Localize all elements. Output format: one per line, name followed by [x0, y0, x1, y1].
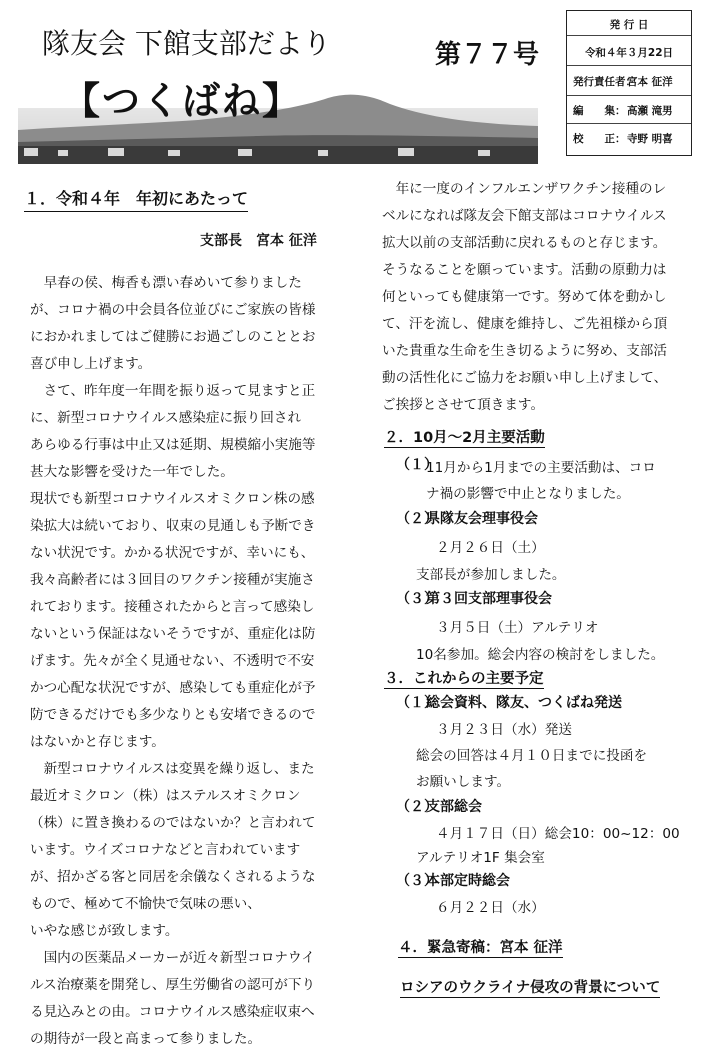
paragraph-line: が、招かざる客と同居を余儀なくされるような: [30, 869, 316, 885]
section1-author: 支部長 宮本 征洋: [200, 233, 317, 249]
section4-subtitle: ロシアのウクライナ侵攻の背景について: [400, 976, 660, 998]
paragraph-line: げます。先々が全く見通せない、不透明で不安: [30, 653, 315, 669]
paragraph-line: はないかと存じます。: [30, 734, 165, 750]
paragraph-line: そうなることを願っています。活動の原動力は: [382, 262, 667, 278]
info-row: 校 正： 寺野 明喜: [573, 133, 673, 145]
paragraph-line: 動の活性化にご協力をお願い申し上げまして、: [382, 370, 668, 386]
paragraph-line: もので、極めて不愉快で気味の悪い、: [30, 896, 261, 912]
section3-list: [396, 692, 716, 924]
paragraph-line: におかれましてはご健勝にお過ごしのこととお: [30, 329, 316, 345]
info-row: 発行責任者： 宮本 征洋: [573, 76, 673, 88]
list-item: （３） 第３回支部理事役会 ３月５日（土）アルテリオ 10名参加。総会内容の検討をしました。: [396, 591, 665, 663]
paragraph-line: います。ウイズコロナなどと言われています: [30, 842, 301, 858]
paragraph-line: 甚大な影響を受けた一年でした。: [30, 464, 234, 480]
paragraph-line: 早春の侯、梅香も漂い春めいて参りました: [30, 275, 302, 291]
paragraph-line: ないという保証はないそうですが、重症化は防: [30, 626, 316, 642]
section2-list: [396, 454, 716, 668]
organization-title: 隊友会 下館支部だより: [42, 27, 331, 60]
paragraph-line: 最近オミクロン（株）はステルスオミクロン: [30, 788, 301, 804]
paragraph-line: 年に一度のインフルエンザワクチン接種のレ: [382, 181, 667, 197]
section3-title: ３．これからの主要予定: [384, 667, 544, 689]
paragraph-line: 喜び申し上げます。: [30, 356, 152, 372]
paragraph-line: 現状でも新型コロナウイルスオミクロン株の感: [30, 491, 315, 507]
paragraph-line: が、コロナ禍の中会員各位並びにご家族の皆様: [30, 302, 316, 318]
paragraph-line: いやな感じが致します。: [30, 923, 179, 939]
paragraph-line: ご挨拶とさせて頂きます。: [382, 397, 545, 413]
info-date: 令和４年３月22日: [584, 47, 674, 59]
paragraph-line: に、新型コロナウイルス感染症に振り回され: [30, 410, 302, 426]
paragraph-line: さて、昨年度一年間を振り返って見ますと正: [30, 383, 316, 399]
paragraph-line: の期待が一段と高まって参りました。: [30, 1031, 262, 1047]
paragraph-line: て、汗を流し、健康を維持し、ご先祖様から頂: [382, 316, 668, 332]
info-heading: 発 行 日: [609, 19, 649, 31]
list-item: （１） 11月から1月までの主要活動は、コロ ナ禍の影響で中止となりました。: [396, 457, 656, 502]
info-row: 編 集： 高瀬 滝男: [573, 105, 673, 117]
section1-body-continued: [382, 176, 712, 419]
publication-info-box: [566, 10, 692, 156]
paragraph-line: （株）に置き換わるのではないか？と言われて: [30, 815, 316, 831]
paragraph-line: 新型コロナウイルスは変異を繰り返し、また: [30, 761, 315, 777]
newsletter-title: 【つくばね】: [62, 78, 303, 123]
paragraph-line: る見込みとの由。コロナウイルス感染症収束へ: [30, 1004, 315, 1020]
paragraph-line: ルス治療薬を開発し、厚生労働省の認可が下り: [30, 977, 316, 993]
section4-title: ４．緊急寄稿：宮本 征洋: [398, 936, 563, 958]
paragraph-line: 防できるだけでも多少なりとも安堵できるので: [30, 707, 316, 723]
issue-number: 第７７号: [435, 40, 540, 70]
paragraph-line: 我々高齢者には３回目のワクチン接種が実施さ: [30, 572, 315, 588]
paragraph-line: あらゆる行事は中止又は延期、規模縮小実施等: [30, 437, 316, 453]
paragraph-line: 染拡大は続いており、収束の見通しも予断でき: [30, 518, 316, 534]
paragraph-line: ベルになれば隊友会下館支部はコロナウイルス: [382, 208, 667, 224]
list-item: （１） 総会資料、隊友、つくばね発送 ３月２３日（水）発送 総会の回答は４月１０日までに投函を お願いします。: [396, 695, 648, 790]
list-item: （２） 県隊友会理事役会 ２月２６日（土） 支部長が参加しました。: [396, 511, 566, 583]
paragraph-line: いた貴重な生命を生き切るように努め、支部活: [382, 343, 667, 359]
paragraph-line: 国内の医薬品メーカーが近々新型コロナウイ: [30, 950, 315, 966]
section2-title: ２．10月～2月主要活動: [384, 426, 545, 448]
list-item: （３） 本部定時総会 ６月２２日（水）: [396, 873, 545, 916]
paragraph-line: かつ心配な状況ですが、感染しても重症化が予: [30, 680, 316, 696]
list-item: （２） 支部総会 ４月１７日（日）総会10：00~12：00 アルテリオ1F 集会室: [396, 799, 680, 866]
section1-body: [30, 270, 370, 1053]
paragraph-line: 拡大以前の支部活動に戻れるものと存じます。: [382, 235, 667, 251]
paragraph-line: れております。接種されたからと言って感染し: [30, 599, 315, 615]
paragraph-line: 何といっても健康第一です。努めて体を動かし: [382, 289, 667, 305]
section1-title: １．令和４年 年初にあたって: [24, 186, 248, 212]
paragraph-line: ない状況です。かかる状況ですが、幸いにも、: [30, 545, 315, 561]
